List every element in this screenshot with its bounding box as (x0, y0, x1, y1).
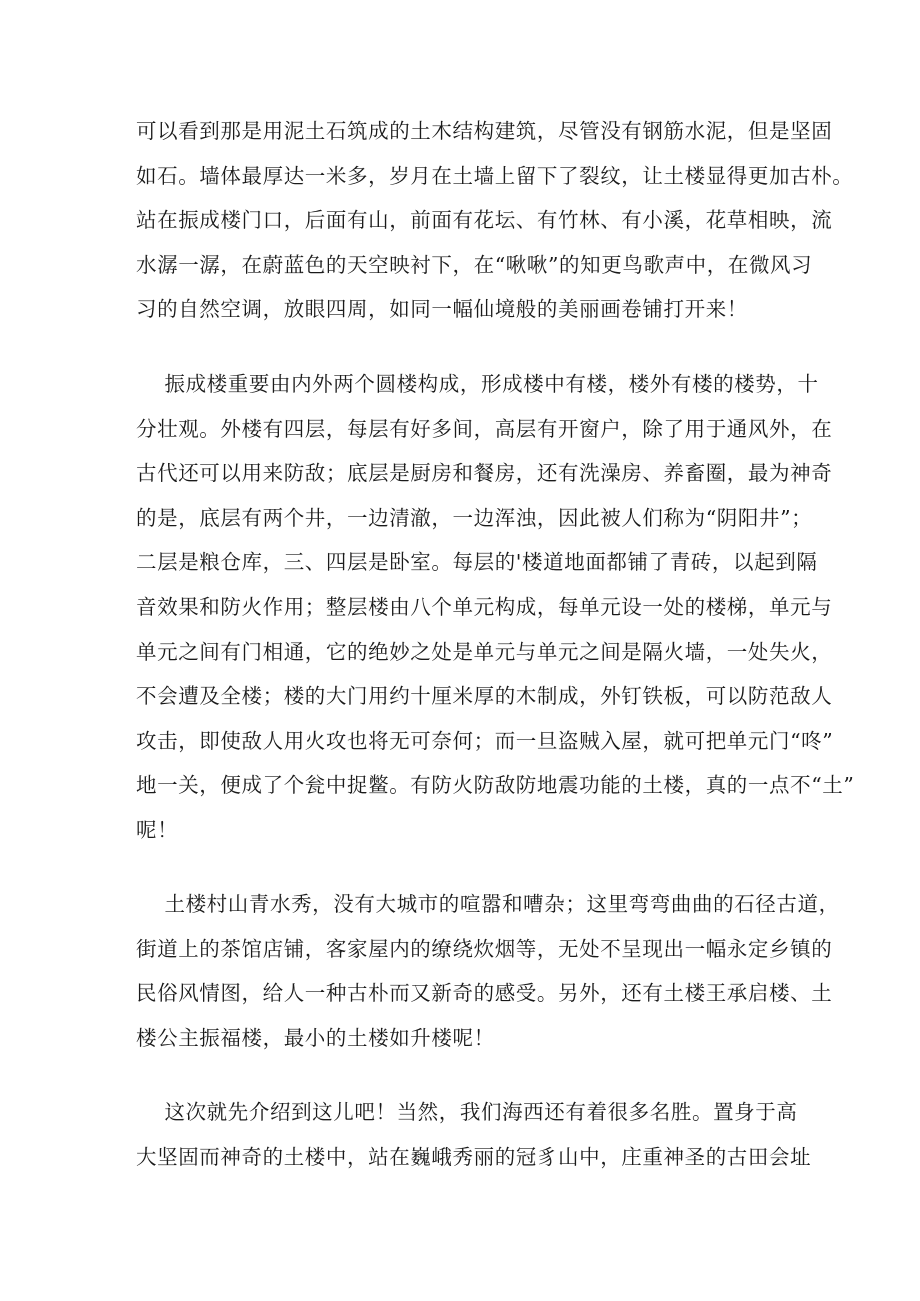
text-line: 水潺一潺，在蔚蓝色的天空映衬下，在“啾啾”的知更鸟歌声中，在微风习 (136, 252, 813, 277)
text-line: 攻击，即使敌人用火攻也将无可奈何；而一旦盗贼入屋，就可把单元门“咚” (136, 728, 834, 753)
text-line: 如石。墙体最厚达一米多，岁月在土墙上留下了裂纹，让土楼显得更加古朴。 (136, 163, 854, 188)
text-line: 民俗风情图，给人一种古朴而又新奇的感受。另外，还有土楼王承启楼、土 (136, 981, 833, 1006)
text-line: 二层是粮仓库，三、四层是卧室。每层的'楼道地面都铺了青砖，以起到隔 (136, 550, 818, 575)
text-line: 地一关，便成了个瓮中捉鳖。有防火防敌防地震功能的土楼，真的一点不“土” (136, 773, 855, 798)
text-line: 站在振成楼门口，后面有山，前面有花坛、有竹林、有小溪，花草相映，流 (136, 208, 833, 233)
paragraph-closing (136, 1090, 812, 1179)
text-line: 音效果和防火作用；整层楼由八个单元构成，每单元设一处的楼梯，单元与 (136, 594, 833, 619)
paragraph-village-scenery (136, 882, 840, 1060)
text-line: 这次就先介绍到这儿吧！当然，我们海西还有着很多名胜。置身于高 (136, 1100, 798, 1124)
text-line: 习的自然空调，放眼四周，如同一幅仙境般的美丽画卷铺打开来！ (136, 297, 748, 322)
text-line: 大坚固而神奇的土楼中，站在巍峨秀丽的冠豸山中，庄重神圣的古田会址 (136, 1144, 812, 1169)
text-line: 不会遭及全楼；楼的大门用约十厘米厚的木制成，外钉铁板，可以防范敌人 (136, 684, 833, 709)
paragraph-zhencheng-structure (136, 362, 855, 853)
text-line: 呢！ (136, 817, 179, 842)
text-line: 古代还可以用来防敌；底层是厨房和餐房，还有洗澡房、养畜圈，最为神奇 (136, 461, 833, 486)
text-line: 的是，底层有两个井，一边清澈，一边浑浊，因此被人们称为“阴阳井”； (136, 505, 813, 530)
text-line: 土楼村山青水秀，没有大城市的喧嚣和嘈杂；这里弯弯曲曲的石径古道， (136, 892, 840, 916)
text-line: 单元之间有门相通，它的绝妙之处是单元与单元之间是隔火墙，一处失火， (136, 639, 833, 664)
paragraph-wall-and-view (136, 109, 854, 332)
text-line: 街道上的茶馆店铺，客家屋内的缭绕炊烟等，无处不呈现出一幅永定乡镇的 (136, 936, 833, 961)
text-line: 楼公主振福楼，最小的土楼如升楼呢！ (136, 1025, 495, 1050)
text-line: 振成楼重要由内外两个圆楼构成，形成楼中有楼，楼外有楼的楼势，十 (136, 372, 819, 396)
text-line: 可以看到那是用泥土石筑成的土木结构建筑，尽管没有钢筋水泥，但是坚固 (136, 119, 833, 143)
text-line: 分壮观。外楼有四层，每层有好多间，高层有开窗户，除了用于通风外，在 (136, 416, 833, 441)
